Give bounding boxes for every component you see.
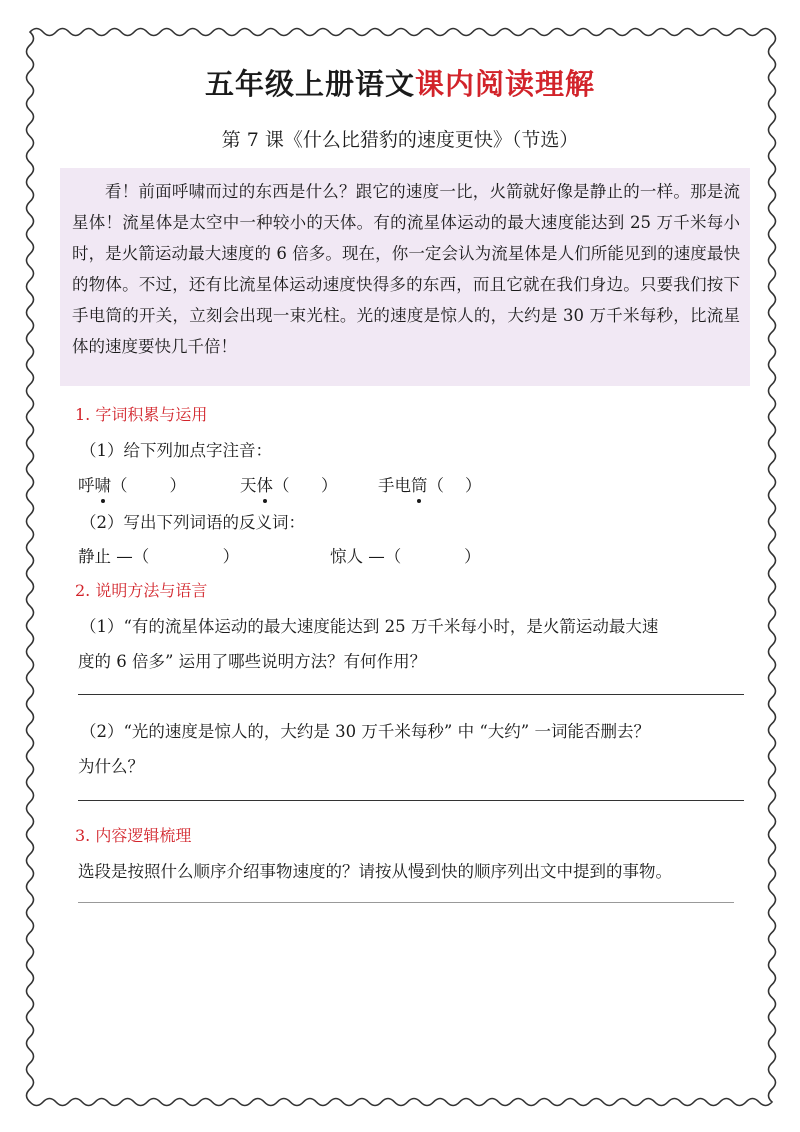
section3-question: 选段是按照什么顺序介绍事物速度的？请按从慢到快的顺序列出文中提到的事物。 [78, 862, 672, 881]
section2-q1-line2: 度的 6 倍多” 运用了哪些说明方法？有何作用？ [78, 652, 427, 671]
answer-line[interactable] [78, 902, 734, 903]
lesson-subtitle: 第 7 课《什么比猎豹的速度更快》（节选） [221, 129, 579, 151]
antonym-2: 惊人 —（ ） [330, 547, 481, 566]
section3-heading: 3. 内容逻辑梳理 [75, 826, 192, 845]
answer-line[interactable] [78, 694, 744, 695]
page-title [0, 62, 800, 103]
phonetic-item-2: 天体（ ） [240, 476, 338, 495]
answer-line[interactable] [78, 800, 744, 801]
section2-q2-line1: （2）“光的速度是惊人的，大约是 30 万千米每秒” 中 “大约” 一词能否删去？ [80, 722, 650, 741]
section2-q2-line2: 为什么？ [78, 757, 144, 776]
passage-text: 看！前面呼啸而过的东西是什么？跟它的速度一比，火箭就好像是静止的一样。那是流星体！流星体是太空中一种较小的天体。有的流星体运动的最大速度能达到 25 万千米每小时，是火箭运动最大速度的 6 倍多。现在，你一定会认为流星体是人们所能见到的速度最快的物体。不过，还有比流星体运动速度快得多的东西，而且它就在我们身边。只要我们按下手电筒的开关，立刻会出现一束光柱。光的速度是惊人的，大约是 30 万千米每秒，比流星体的速度要快几千倍！ [72, 182, 740, 356]
dotted-char: 筒 [411, 476, 428, 495]
phonetic-item-3: 手电筒（ ） [378, 476, 482, 495]
section2-heading: 2. 说明方法与语言 [75, 581, 208, 600]
title-red: 课内阅读理解 [415, 67, 596, 101]
phonetic-item-1: 呼啸（ ） [78, 476, 186, 495]
section1-q1: （1）给下列加点字注音： [80, 441, 272, 460]
title-black: 五年级上册语文 [204, 67, 415, 101]
section1-heading: 1. 字词积累与运用 [75, 405, 208, 424]
dotted-char: 体 [256, 476, 273, 495]
section1-q2: （2）写出下列词语的反义词： [80, 513, 305, 532]
dotted-char: 啸 [94, 476, 111, 495]
section2-q1-line1: （1）“有的流星体运动的最大速度能达到 25 万千米每小时，是火箭运动最大速 [80, 617, 659, 636]
reading-passage [60, 168, 750, 386]
antonym-1: 静止 —（ ） [78, 547, 240, 566]
